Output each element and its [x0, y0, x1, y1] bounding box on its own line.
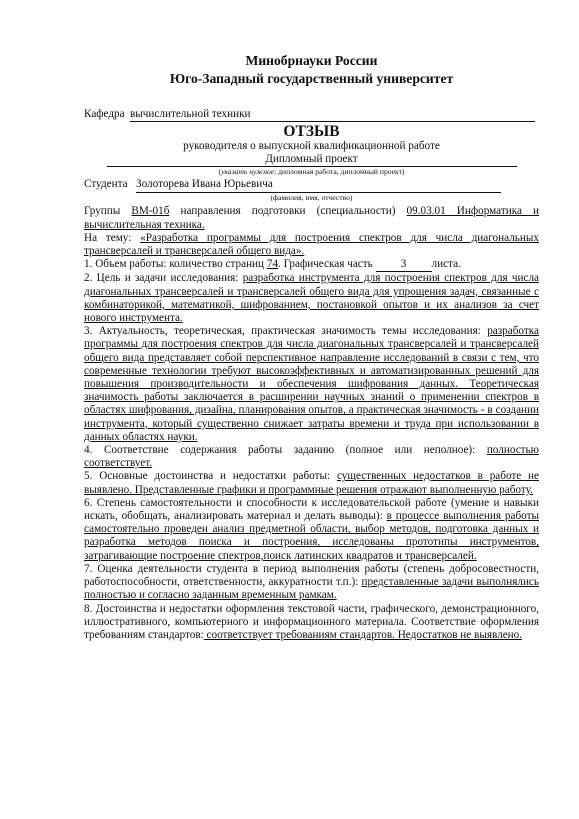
work-type-hint: (указать нужное: дипломная работа, дипломный проект)	[218, 167, 405, 177]
group-label: Группы	[84, 205, 121, 218]
direction-label: направления подготовки (специальности)	[180, 205, 396, 218]
item1-text-b: . Графическая часть	[278, 258, 373, 271]
item6-value: в процессе выполнения работы самостоятельно проведен анализ предметной области, выбор методов, подготовка данных и разработка методов поиска и построения, исследованы прототипы инструментов, затрагивающие построение спектров,поиск латинских квадратов и трансверсалей.	[84, 510, 540, 562]
work-type-value: Дипломный проект	[265, 153, 358, 166]
work-type-line	[107, 153, 517, 167]
item7-value: представленные задачи выполнялись полностью и согласно заданным временным рамкам.	[84, 576, 540, 602]
item4-value: полностью соответствует.	[84, 444, 540, 470]
item-5	[84, 470, 539, 496]
item1-sheets-line	[376, 258, 432, 272]
department-line	[130, 108, 535, 122]
doc-subtitle: руководителя о выпускной квалификационной работе	[183, 140, 440, 152]
item2-label: 2. Цель и задачи исследования:	[84, 272, 239, 285]
group-value: ВМ-01б	[131, 205, 170, 218]
item-3	[84, 325, 539, 444]
item2-value: разработка инструмента для построения спектров для числа диагональных трансверсалей и трансверсалей общего вида для упрощения задач, связанные с комбинаторикой, математикой, шифрованием, постановкой опытов и их анализов за счет нового инструмента.	[84, 272, 540, 325]
item-7	[84, 563, 539, 603]
item-6	[84, 497, 539, 563]
item3-value: разработка программы для построения спектров для числа диагональных трансверсалей и трансверсалей общего вида представляет собой перспективное направление исследований в связи с тем, что современные технологии требуют высокоэффективных и автоматизированных решений для повышения производительности и обеспечения шифрования данных. Теоретическая значимость работы заключается в расширении научных знаний о применении спектров в областях шифрования, дизайна, планирования опытов, а практическая значимость - в создании инструмента, который существенно снижает затраты времени и труда при использовании в данных областях науки.	[84, 325, 539, 443]
item-1	[84, 258, 539, 272]
direction-value: 09.03.01 Информатика и вычислительная техника.	[84, 205, 540, 231]
student-label: Студента	[84, 178, 128, 191]
department-row	[84, 108, 539, 122]
student-hint: (фамилия, имя, отчество)	[270, 193, 353, 203]
item8-label: 8. Достоинства и недостатки оформления текстовой части, графического, демонстрационного, иллюстративного, компьютерного и информационного материала. Соответствие оформления требованиям стандартов:	[84, 602, 539, 641]
topic-label: На тему:	[84, 231, 132, 244]
item1-text-a: 1. Объем работы: количество страниц	[84, 258, 265, 271]
item1-pages: 74	[266, 258, 279, 271]
student-value: Золоторева Ивана Юрьевича	[136, 178, 273, 191]
work-type-row	[84, 153, 539, 167]
item1-text-c: листа.	[431, 258, 461, 271]
university-heading: Юго-Западный государственный университет	[169, 71, 454, 86]
department-value: вычислительной техники	[130, 108, 251, 120]
document-page	[84, 52, 539, 642]
ministry-heading: Минобрнауки России	[245, 53, 378, 68]
item3-label: 3. Актуальность, теоретическая, практическая значимость темы исследования:	[84, 325, 481, 338]
item4-label: 4. Соответствие содержания работы заданию (полное или неполное):	[84, 444, 476, 457]
item1-sheets: 3	[400, 258, 407, 271]
item8-value: соответствует требованиям стандартов. Недостатков не выявлено.	[203, 628, 523, 641]
item7-label: 7. Оценка деятельности студента в период выполнения работы (степень добросовестности, работоспособности, ответственности, аккуратности т.п.):	[84, 562, 539, 589]
group-paragraph	[84, 205, 539, 231]
topic-paragraph	[84, 232, 539, 258]
item-8	[84, 603, 539, 643]
item-4	[84, 444, 539, 470]
student-row	[84, 178, 539, 192]
work-type-hint-italic: указать нужное	[221, 167, 275, 177]
work-type-hint-text: : дипломная работа, дипломный проект)	[274, 167, 405, 177]
topic-value: «Разработка программы для построения спектров для числа диагональных трансверсалей и трансверсалей общего вида».	[84, 231, 539, 258]
item5-label: 5. Основные достоинства и недостатки работы:	[84, 470, 331, 483]
doc-title: ОТЗЫВ	[283, 123, 340, 140]
item5-value: существенных недостатков в работе не выявлено. Представленные графики и программные решения отражают выполненную работу.	[84, 470, 539, 496]
department-label: Кафедра	[84, 108, 125, 120]
item-2	[84, 272, 539, 325]
item6-label: 6. Степень самостоятельности и способности к исследовательской работе (умение и навыки искать, обобщать, анализировать материал и делать выводы):	[84, 496, 539, 523]
student-line	[136, 178, 501, 192]
